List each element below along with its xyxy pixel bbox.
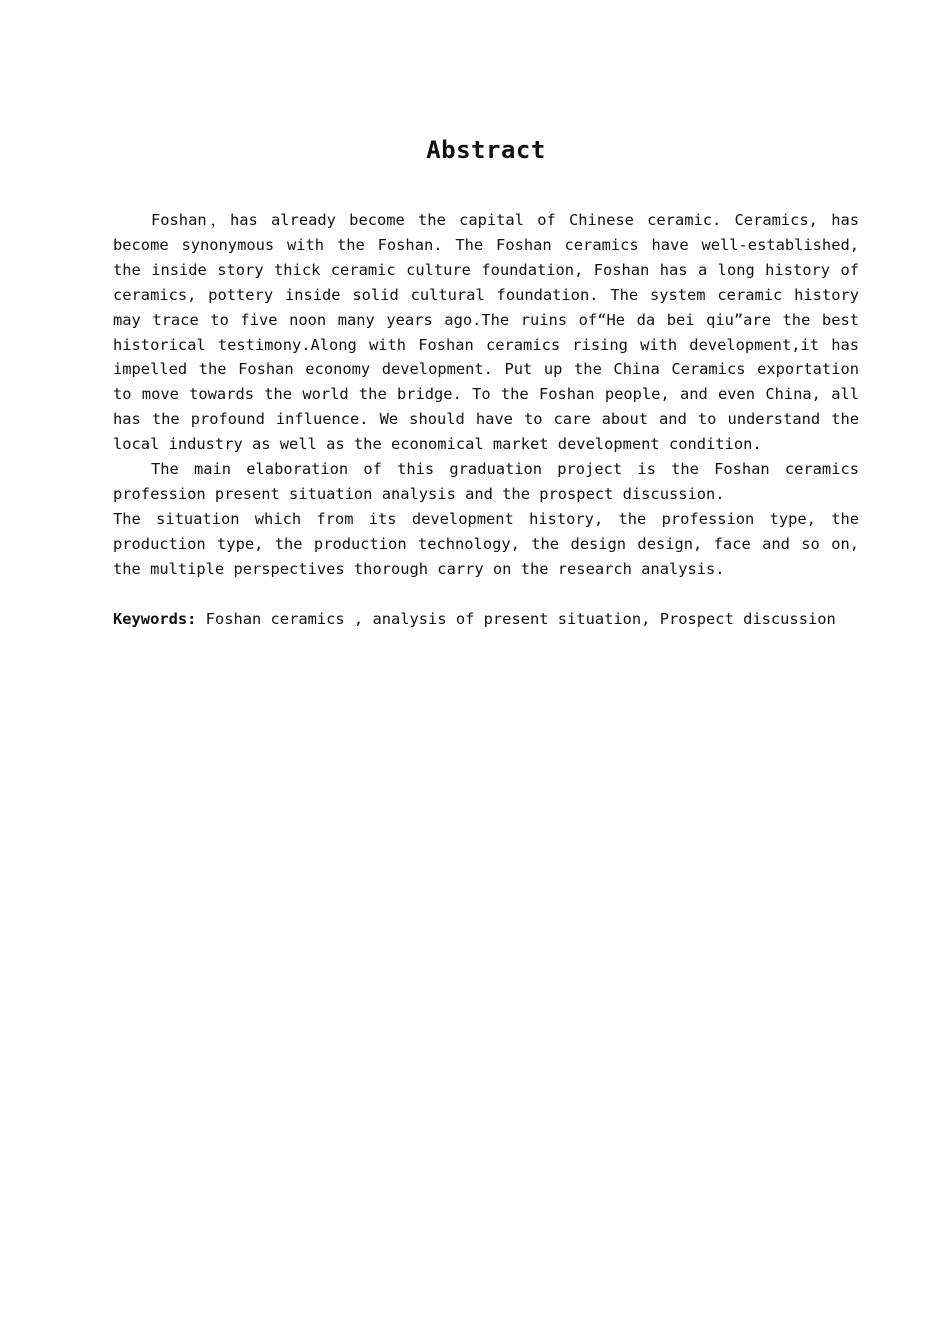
keywords-text: Foshan ceramics , analysis of present situation, Prospect discussion (196, 609, 836, 628)
abstract-paragraph-3: The situation which from its development history, the profession type, the production type, the production technology, the design design, face and so on, the multiple perspectives thorough carry on the research analysis. (113, 509, 859, 578)
abstract-title: Abstract (426, 136, 546, 164)
abstract-paragraph-1: Foshan，has already become the capital of Chinese ceramic. Ceramics, has become synonymous with the Foshan. The Foshan ceramics have well-established, the inside story thick ceramic culture foundation, Foshan has a long history of ceramics, pottery inside solid cultural foundation. The system ceramic history may trace to five noon many years ago.The ruins of“He da bei qiu”are the best historical testimony.Along with Foshan ceramics rising with development,it has impelled the Foshan economy development. Put up the China Ceramics exportation to move towards the world the bridge. To the Foshan people, and even China, all has the profound influence. We should have to care about and to understand the local industry as well as the economical market development condition. (113, 211, 859, 454)
abstract-page (113, 128, 859, 632)
keywords-label: Keywords: (113, 609, 197, 628)
keywords-line (113, 607, 859, 632)
abstract-paragraph-2: The main elaboration of this graduation project is the Foshan ceramics profession present situation analysis and the prospect discussion. (113, 460, 859, 503)
